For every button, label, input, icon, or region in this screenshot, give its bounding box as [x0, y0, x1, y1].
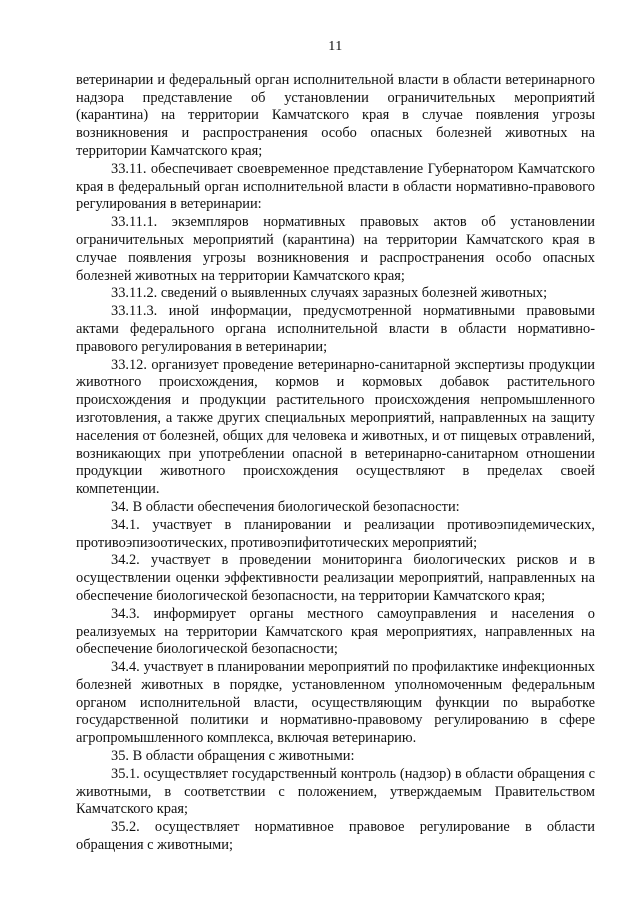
paragraph-33-11: 33.11. обеспечивает своевременное представление Губернатором Камчатского края в федеральный орган исполнительной власти в области нормативно-правового регулирования в ветеринарии: — [76, 160, 595, 213]
paragraph-35: 35. В области обращения с животными: — [111, 748, 355, 765]
paragraph-continuation: ветеринарии и федеральный орган исполнительной власти в области ветеринарного надзора представление об установлении ограничительных мероприятий (карантина) на территории Камчатского края в случае появления угрозы возникновения и распространения особо опасных болезней животных на территории Камчатского края; — [76, 71, 595, 159]
paragraph-34-2: 34.2. участвует в проведении мониторинга биологических рисков и в осуществлении оценки эффективности реализации мероприятий, направленных на обеспечение биологической безопасности, на территории Камчатского края; — [76, 552, 595, 604]
document-page — [76, 30, 595, 855]
page-number: 11 — [328, 39, 343, 54]
paragraph-35-2: 35.2. осуществляет нормативное правовое регулирование в области обращения с животными; — [76, 819, 595, 854]
paragraph-33-12: 33.12. организует проведение ветеринарно-санитарной экспертизы продукции животного происхождения, кормов и кормовых добавок растительного происхождения и продукции растительного происхождения непромышленного изготовления, а также других специальных мероприятий, направленных на защиту населения от болезней, общих для человека и животных, и от пищевых отравлений, возникающих при употреблении опасной в ветеринарно-санитарном отношении продукции животного происхождения осуществляют в пределах своей компетенции. — [76, 356, 595, 498]
paragraph-35-1: 35.1. осуществляет государственный контроль (надзор) в области обращения с животными, в соответствии с положением, утверждаемым Правительством Камчатского края; — [76, 765, 595, 818]
paragraph-33-11-2: 33.11.2. сведений о выявленных случаях заразных болезней животных; — [111, 285, 548, 302]
paragraph-34-4: 34.4. участвует в планировании мероприятий по профилактике инфекционных болезней животных в порядке, установленном уполномоченным федеральным органом исполнительной власти, осуществляющим функции по выработке государственной политики и нормативно-правовому регулированию в сфере агропромышленного комплекса, включая ветеринарию. — [76, 659, 595, 747]
paragraph-34-1: 34.1. участвует в планировании и реализации противоэпидемических, противоэпизоотических, противоэпифитотических мероприятий; — [76, 516, 595, 551]
paragraph-33-11-1: 33.11.1. экземпляров нормативных правовых актов об установлении ограничительных мероприятий (карантина) на территории Камчатского края в случае появления угрозы возникновения и распространения особо опасных болезней животных на территории Камчатского края; — [76, 214, 595, 284]
paragraph-33-11-3: 33.11.3. иной информации, предусмотренной нормативными правовыми актами федерального органа исполнительной власти в области нормативно-правового регулирования в ветеринарии; — [76, 303, 595, 355]
paragraph-34-3: 34.3. информирует органы местного самоуправления и населения о реализуемых на территории Камчатского края мероприятиях, направленных на обеспечение биологической безопасности; — [76, 605, 595, 658]
paragraph-34: 34. В области обеспечения биологической безопасности: — [111, 498, 460, 515]
